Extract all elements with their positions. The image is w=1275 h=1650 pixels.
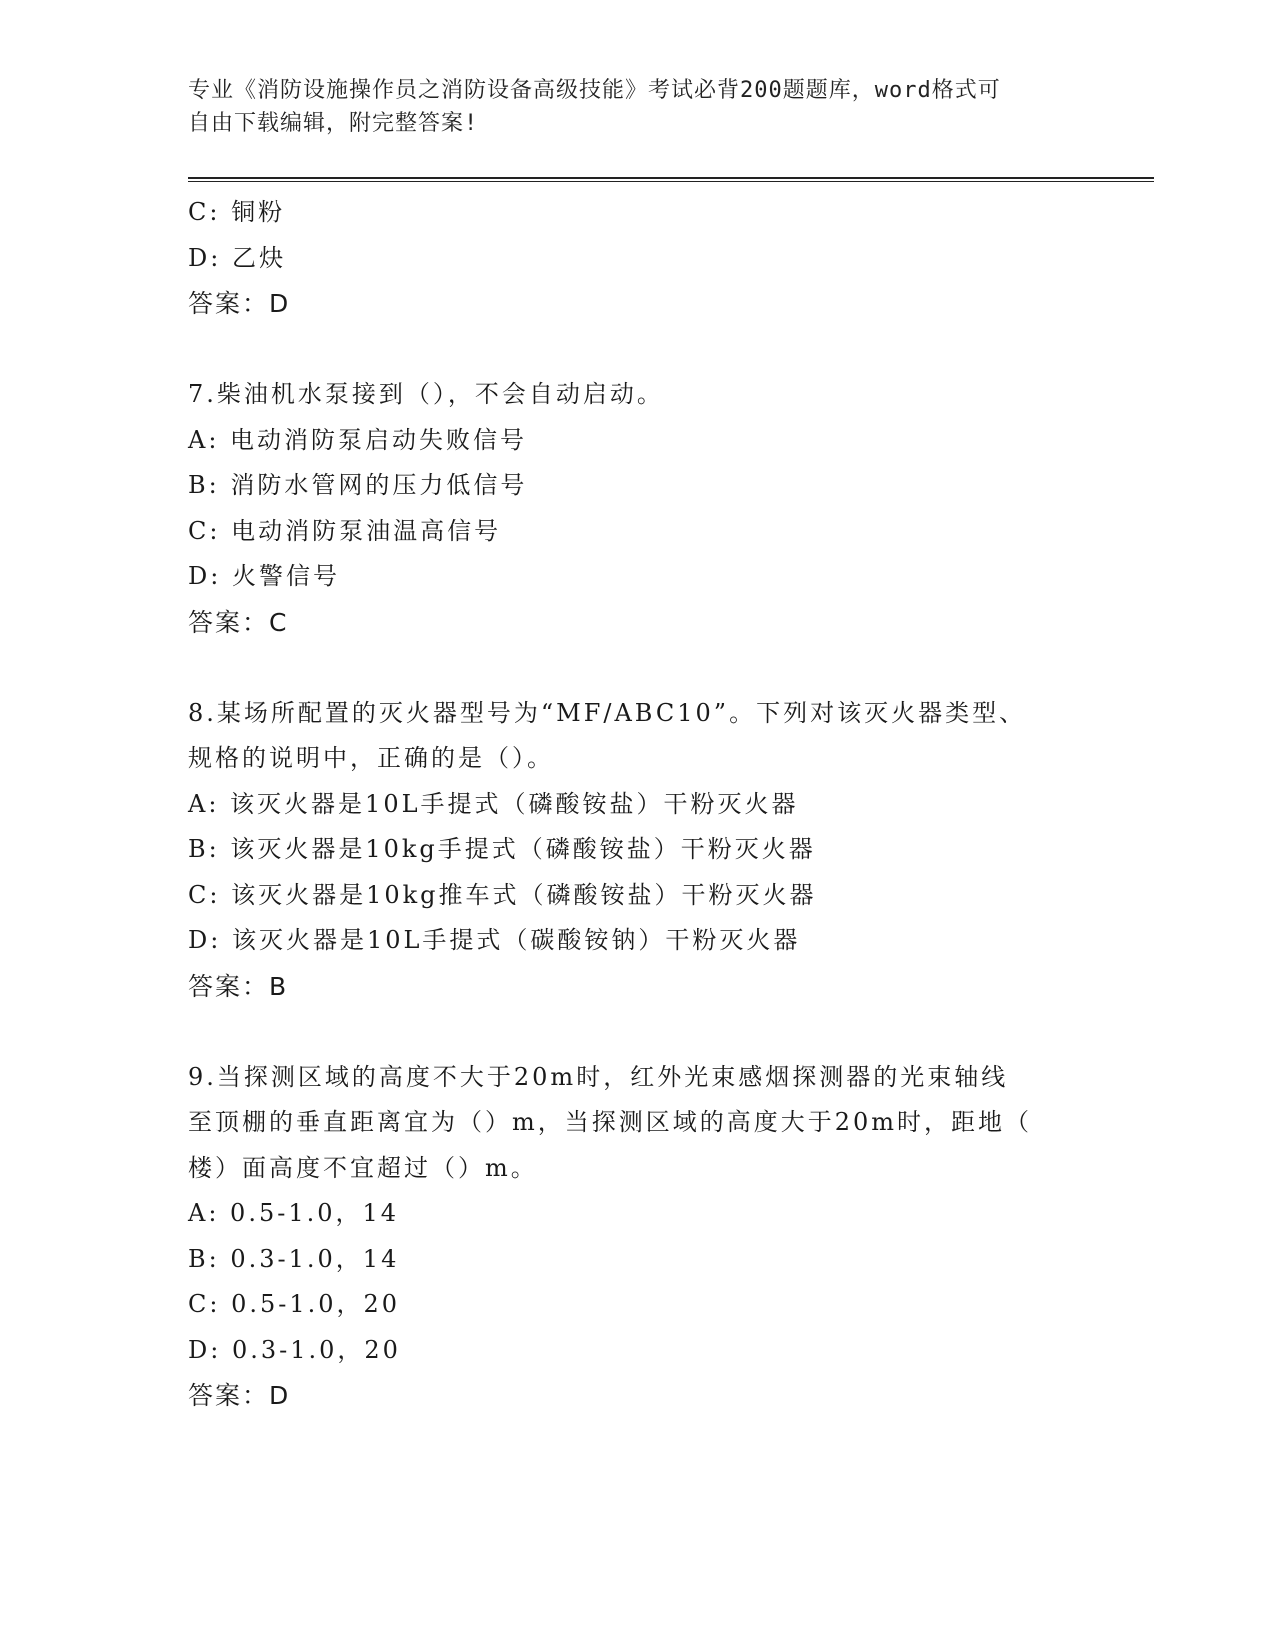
- option-b: B: 消防水管网的压力低信号: [188, 471, 528, 499]
- option-c: C: 该灭火器是10kg推车式（磷酸铵盐）干粉灭火器: [188, 880, 817, 909]
- option-b: B: 0.3-1.0，14: [188, 1244, 400, 1273]
- option-d: D: 火警信号: [188, 562, 340, 590]
- question-text: 7.柴油机水泵接到（），不会自动启动。: [188, 380, 664, 408]
- option-c: C: 电动消防泵油温高信号: [188, 516, 502, 545]
- answer: 答案：D: [188, 289, 291, 318]
- option-d: D: 0.3-1.0，20: [188, 1335, 401, 1364]
- option-c: C: 0.5-1.0，20: [188, 1290, 401, 1318]
- question-text: 楼）面高度不宜超过（）m。: [188, 1153, 538, 1182]
- question-7: [188, 372, 1088, 645]
- option-a: A: 0.5-1.0，14: [188, 1199, 400, 1227]
- question-text: 9.当探测区域的高度不大于20m时，红外光束感烟探测器的光束轴线: [188, 1062, 1009, 1091]
- question-text: 规格的说明中，正确的是（）。: [188, 744, 554, 772]
- spacer: [188, 645, 1088, 691]
- question-9: [188, 1055, 1088, 1419]
- spacer: [188, 327, 1088, 373]
- spacer: [188, 1009, 1088, 1055]
- option-d: D: 乙炔: [188, 243, 286, 272]
- option-a: A: 电动消防泵启动失败信号: [188, 425, 528, 454]
- question-list: [188, 190, 1088, 1419]
- answer: 答案：D: [188, 1381, 291, 1410]
- answer: 答案：C: [188, 607, 289, 637]
- question-text: 至顶棚的垂直距离宜为（）m，当探测区域的高度大于20m时，距地（: [188, 1108, 1033, 1136]
- option-a: A: 该灭火器是10L手提式（磷酸铵盐）干粉灭火器: [188, 789, 799, 818]
- answer: 答案：B: [188, 971, 289, 1001]
- question-text: 8.某场所配置的灭火器型号为“MF/ABC10”。下列对该灭火器类型、: [188, 698, 1027, 727]
- option-d: D: 该灭火器是10L手提式（碳酸铵钠）干粉灭火器: [188, 926, 801, 954]
- option-b: B: 该灭火器是10kg手提式（磷酸铵盐）干粉灭火器: [188, 835, 816, 863]
- header-divider: [188, 177, 1154, 182]
- header-line-1: 专业《消防设施操作员之消防设备高级技能》考试必背200题题库，word格式可: [188, 78, 1001, 103]
- question-6-continuation: [188, 190, 1088, 327]
- header-line-2: 自由下载编辑，附完整答案!: [188, 111, 479, 136]
- question-8: [188, 691, 1088, 1010]
- option-c: C: 铜粉: [188, 198, 286, 226]
- document-header: [188, 74, 1068, 140]
